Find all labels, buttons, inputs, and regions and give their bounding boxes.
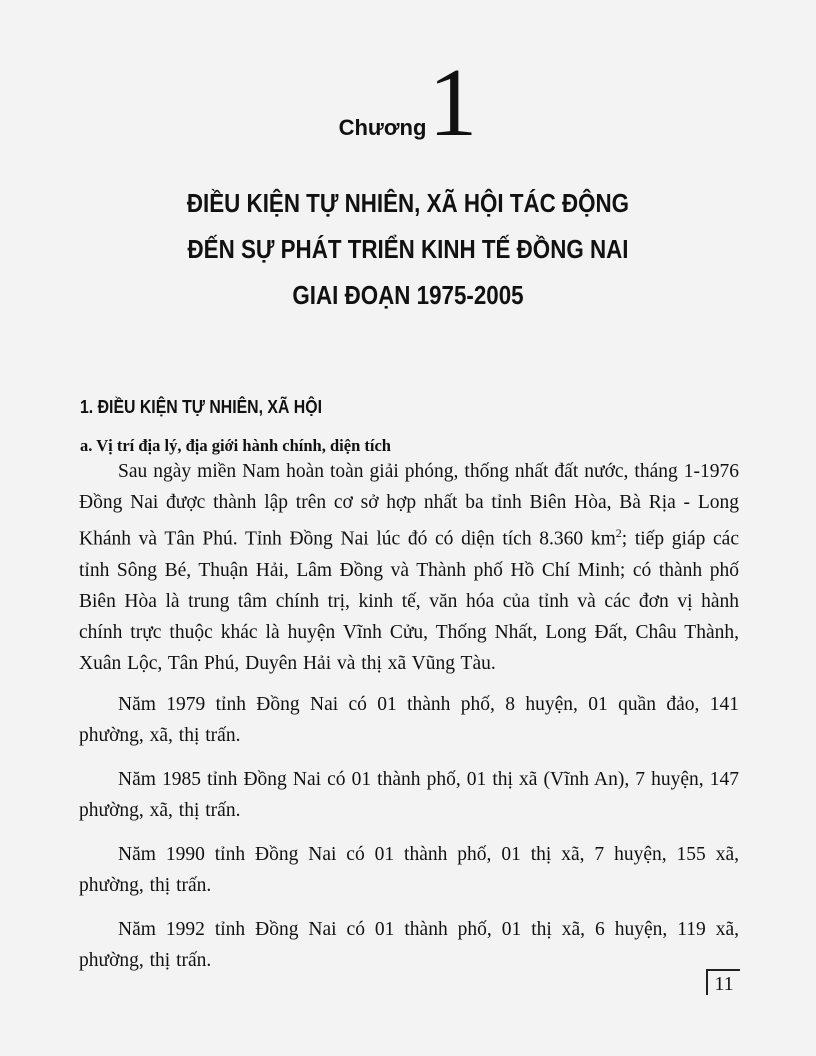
superscript: 2 bbox=[615, 526, 622, 540]
chapter-title-line-3: GIAI ĐOẠN 1975-2005 bbox=[292, 280, 524, 310]
chapter-heading bbox=[0, 49, 816, 157]
paragraph: Năm 1990 tỉnh Đồng Nai có 01 thành phố, 01 thị xã, 7 huyện, 155 xã, phường, thị trấn. bbox=[79, 843, 739, 896]
chapter-number: 1 bbox=[428, 49, 478, 157]
chapter-title-line-1: ĐIỀU KIỆN TỰ NHIÊN, XÃ HỘI TÁC ĐỘNG bbox=[186, 188, 630, 218]
paragraph-part: Sau ngày miền Nam hoàn toàn giải phóng, thống nhất đất nước, tháng 1-1976 Đồng Nai được thành lập trên cơ sở hợp nhất ba tỉnh Biên Hòa, Bà Rịa - Long Khánh và Tân Phú. Tỉnh Đồng Nai lúc đó có diện tích 8.360 km bbox=[79, 461, 739, 550]
paragraph: Năm 1979 tỉnh Đồng Nai có 01 thành phố, 8 huyện, 01 quần đảo, 141 phường, xã, thị trấn. bbox=[79, 693, 739, 746]
page-number: 11 bbox=[706, 969, 740, 995]
paragraph bbox=[79, 456, 739, 679]
chapter-title bbox=[57, 180, 759, 318]
subsection-heading: a. Vị trí địa lý, địa giới hành chính, diện tích bbox=[80, 436, 391, 455]
paragraph: Năm 1985 tỉnh Đồng Nai có 01 thành phố, 01 thị xã (Vĩnh An), 7 huyện, 147 phường, xã, thị trấn. bbox=[79, 768, 739, 821]
paragraph-part: ; tiếp giáp các tỉnh Sông Bé, Thuận Hải, Lâm Đồng và Thành phố Hồ Chí Minh; có thành phố Biên Hòa là trung tâm chính trị, kinh tế, văn hóa của tỉnh và các đơn vị hành chính trực thuộc khác là huyện Vĩnh Cửu, Thống Nhất, Long Đất, Châu Thành, Xuân Lộc, Tân Phú, Duyên Hải và thị xã Vũng Tàu. bbox=[79, 528, 739, 674]
section-heading: 1. ĐIỀU KIỆN TỰ NHIÊN, XÃ HỘI bbox=[80, 397, 322, 417]
body-text bbox=[79, 456, 739, 989]
chapter-title-line-2: ĐẾN SỰ PHÁT TRIỂN KINH TẾ ĐỒNG NAI bbox=[187, 234, 629, 264]
chapter-label: Chương bbox=[338, 115, 427, 140]
paragraph: Năm 1992 tỉnh Đồng Nai có 01 thành phố, 01 thị xã, 6 huyện, 119 xã, phường, thị trấn. bbox=[79, 918, 739, 971]
